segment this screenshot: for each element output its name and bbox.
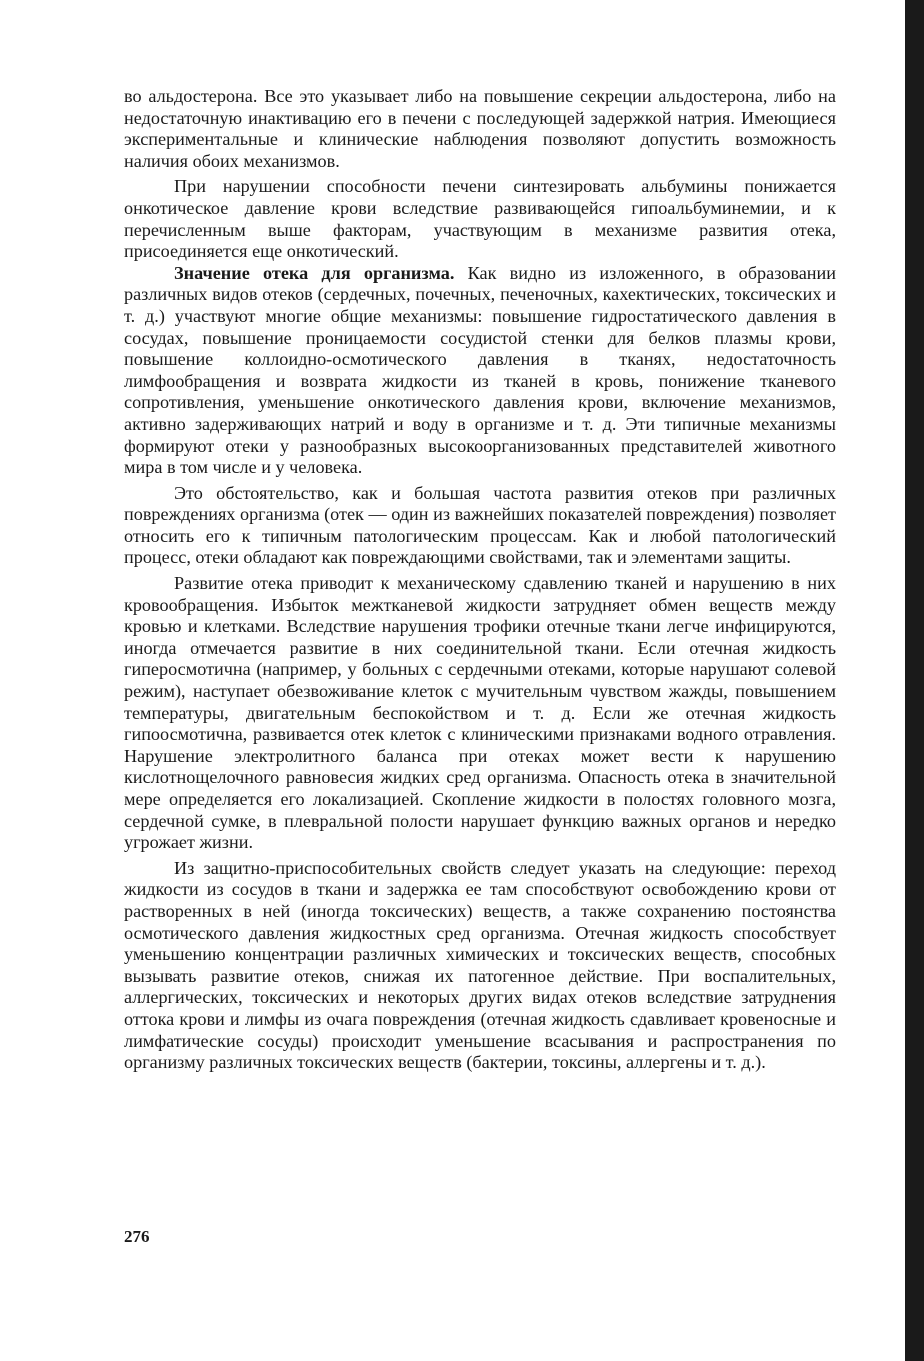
paragraph-3 [124,263,836,479]
page-number: 276 [124,1227,150,1246]
paragraph-6: Из защитно-приспособительных свойств следует указать на следующие: переход жидкости из сосудов в ткани и задержка ее там способствуют освобождению крови от растворенных в ней (иногда токсических) веществ, а также сохранению постоянства осмотического давления жидкостных сред организма. Отечная жидкость способствует уменьшению концентрации различных химических и токсических веществ, способных вызывать развитие отеков, снижая их патогенное действие. При воспалительных, аллергических, токсических и некоторых других видах отеков вследствие затруднения оттока крови и лимфы из очага повреждения (отечная жидкость сдавливает кровеносные и лимфатические сосуды) происходит уменьшение всасывания и распространения по организму различных токсических веществ (бактерии, токсины, аллергены и т. д.). [124,857,836,1073]
body-text [124,86,836,1074]
page-edge-shadow [905,0,924,1361]
paragraph-2: При нарушении способности печени синтезировать альбумины понижается онкотическое давление крови вследствие развивающейся гипоальбуминемии, и к перечисленным выше факторам, участвующим в механизме развития отека, присоединяется еще онкотический. [124,176,836,262]
paragraph-3-text: Как видно из изложенного, в образовании различных видов отеков (сердечных, почечных, печеночных, кахектических, токсических и т. д.) участвуют многие общие механизмы: повышение гидростатического давления в сосудах, повышение проницаемости сосудистой стенки для белков плазмы крови, повышение коллоидно-осмотического давления в тканях, недостаточность лимфообращения и возврата жидкости из тканей в кровь, понижение тканевого сопротивления, уменьшение онкотического давления крови, включение механизмов, активно задерживающих натрий и воду в организме и т. д. Эти типичные механизмы формируют отеки у разнообразных высокоорганизованных представителей животного мира в том числе и у человека. [124,262,836,478]
paragraph-1: во альдостерона. Все это указывает либо на повышение секреции альдостерона, либо на недостаточную инактивацию его в печени с последующей задержкой натрия. Имеющиеся экспериментальные и клинические наблюдения позволяют допустить возможность наличия обоих механизмов. [124,86,836,171]
paragraph-4: Это обстоятельство, как и большая частота развития отеков при различных повреждениях организма (отек — один из важнейших показателей повреждения) позволяет относить его к типичным патологическим процессам. Как и любой патологический процесс, отеки обладают как повреждающими свойствами, так и элементами защиты. [124,482,836,568]
section-heading: Значение отека для организма. [174,262,455,283]
paragraph-5: Развитие отека приводит к механическому сдавлению тканей и нарушению в них кровообращения. Избыток межтканевой жидкости затрудняет обмен веществ между кровью и клетками. Вследствие нарушения трофики отечные ткани легче инфицируются, иногда отмечается развитие в них соединительной ткани. Если отечная жидкость гиперосмотична (например, у больных с сердечными отеками, которые нарушают солевой режим), наступает обезвоживание клеток с мучительным чувством жажды, повышением температуры, двигательным беспокойством и т. д. Если же отечная жидкость гипоосмотична, развивается отек клеток с клиническими признаками водного отравления. Нарушение электролитного баланса при отеках может вести к нарушению кислотнощелочного равновесия жидких сред организма. Опасность отека в значительной мере определяется его локализацией. Скопление жидкости в полостях головного мозга, сердечной сумке, в плевральной полости нарушает функцию важных органов и нередко угрожает жизни. [124,573,836,853]
